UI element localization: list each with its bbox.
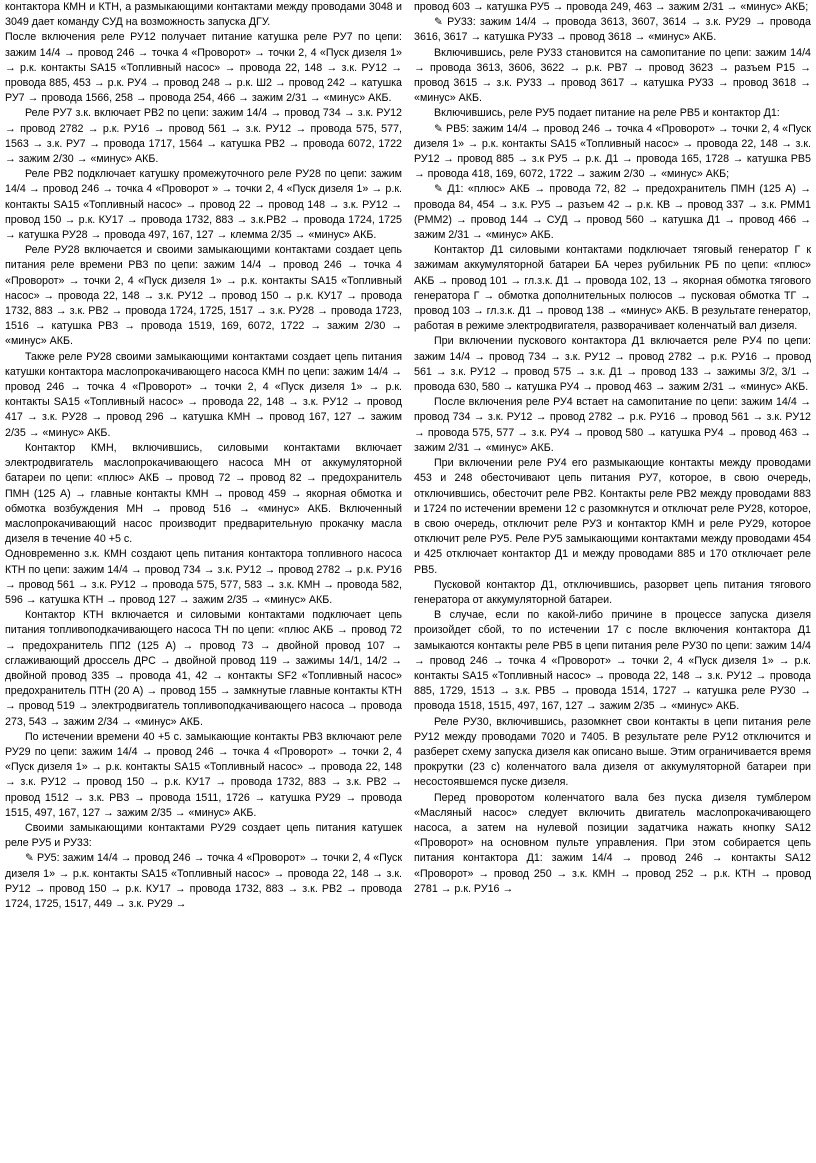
paragraph: Включившись, реле РУ33 становится на самопитание по цепи: зажим 14/4 → провода 3613, 3606, 3622 → р.к. РВ7 → провод 3623 → разъем Р15 → провод 3615 → з.к. РУ33 → провод 3617 → катушка РУ33 → провод 3618 → «минус» АКБ.	[414, 46, 811, 105]
paragraph: ✎ РВ5: зажим 14/4 → провод 246 → точка 4 «Проворот» → точки 2, 4 «Пуск дизеля 1» → р.к. контакты SA15 «Топливный насос» → провода 22, 148 → з.к. РУ12 → провод 885 → з.к РУ5 → р.к. Д1 → провода 165, 1728 → катушка РВ5 → провода 418, 169, 6072, 1722 → зажим 2/30 → «минус» АКБ;	[414, 122, 811, 181]
paragraph: После включения реле РУ12 получает питание катушка реле РУ7 по цепи: зажим 14/4 → провод 246 → точка 4 «Проворот» → точки 2, 4 «Пуск дизеля 1» → р.к. контакты SA15 «Топливный насос» → провода 22, 148 → з.к. РУ12 → провода 885, 453 → р.к. РУ4 → провод 248 → р.к. Ш2 → провод 242 → катушка РУ7 → провода 1566, 258 → провода 254, 466 → зажим 2/31 → «минус» АКБ.	[5, 31, 402, 105]
left-column	[5, 0, 402, 1163]
paragraph: Реле РУ30, включившись, разомкнет свои контакты в цепи питания реле РУ12 между проводами 7020 и 7405. В результате реле РУ12 отключится и разберет схему запуска дизеля как описано выше. Этим ограничивается время прокрутки (23 с) коленчатого вала дизеля от аккумуляторной батареи при несостоявшемся пуске дизеля.	[414, 715, 811, 789]
paragraph: Одновременно з.к. КМН создают цепь питания контактора топливного насоса КТН по цепи: зажим 14/4 → провод 734 → з.к. РУ12 → провод 2782 → р.к. РУ16 → провод 561 → з.к. РУ12 → провода 575, 577, 583 → з.к. КМН → провода 582, 596 → катушка КТН → провод 127 → зажим 2/35 → «минус» АКБ.	[5, 548, 402, 606]
paragraph: После включения реле РУ4 встает на самопитание по цепи: зажим 14/4 → провод 734 → з.к. РУ12 → провод 2782 → р.к. РУ16 → провод 561 → з.к. РУ12 → провода 575, 577 → з.к. РУ4 → провод 580 → катушка РУ4 → провод 463 → зажим 2/31 → «минус» АКБ.	[414, 396, 811, 454]
paragraph: Контактор КТН включается и силовыми контактами подключает цепь питания топливоподкачивающего насоса ТН по цепи: «плюс АКБ → провод 72 → предохранитель ПП2 (125 А) → провод 73 → двойной провод 107 → сглаживающий дроссель ДРС → двойной провод 119 → зажимы 14/1, 14/2 → двойной провод 335 → провода 41, 42 → контакты SF2 «Топливный насос» предохранитель ПТН (20 А) → провод 155 → замкнутые главные контакты КТН → провод 519 → электродвигатель топливоподкачивающего насоса → провода 273, 543 → зажим 2/34 → «минус» АКБ.	[5, 609, 402, 728]
paragraph: ✎ РУ5: зажим 14/4 → провод 246 → точка 4 «Проворот» → точки 2, 4 «Пуск дизеля 1» → р.к. контакты SA15 «Топливный насос» → провода 22, 148 → з.к. РУ12 → провод 150 → р.к. КУ17 → провода 1732, 883 → з.к. РВ2 → провода 1724, 1725, 1517, 449 → з.к. РУ29 →	[5, 852, 402, 910]
paragraph: По истечении времени 40 +5 с. замыкающие контакты РВ3 включают реле РУ29 по цепи: зажим 14/4 → провод 246 → точка 4 «Проворот» → точки 2, 4 «Пуск дизеля 1» → р.к. контакты SA15 «Топливный насос» → провода 22, 148 → з.к. РУ12 → провод 150 → р.к. КУ17 → провода 1732, 883 → з.к. РВ2 → провод 1512 → з.к. РВ3 → провода 1511, 1726 → катушка РУ29 → провода 1515, 497, 167, 127 → зажим 2/35 → «минус» АКБ.	[5, 730, 402, 819]
paragraph: Перед проворотом коленчатого вала без пуска дизеля тумблером «Масляный насос» следует включить двигатель маслопрокачивающего насоса, а затем на нулевой позиции задатчика нажать кнопку SA12 «Проворот» на основном пульте управления. При этом собирается цепь питания контактора Д1: зажим 14/4 → провод 246 → контакты SA12 «Проворот» → провод 250 → з.к. КМН → провод 252 → р.к. КТН → провод 2781 → р.к. РУ16 →	[414, 791, 811, 895]
paragraph: Включившись, реле РУ5 подает питание на реле РВ5 и контактор Д1:	[434, 107, 780, 120]
paragraph: Контактор Д1 силовыми контактами подключает тяговый генератор Г к зажимам аккумуляторной батареи БА через рубильник РБ по цепи: «плюс» АКБ → провод 101 → гл.з.к. Д1 → провода 102, 13 → якорная обмотка тягового генератора Г → обмотка дополнительных полюсов → пусковая обмотка ТГ → провод 103 → гл.з.к. Д1 → провод 138 → «минус» АКБ. В результате генератор, работая в режиме электродвигателя, разворачивает коленчатый вал дизеля.	[414, 244, 811, 333]
paragraph: При включении пускового контактора Д1 включается реле РУ4 по цепи: зажим 14/4 → провод 734 → з.к. РУ12 → провод 2782 → р.к. РУ16 → провод 561 → з.к. РУ12 → провод 575 → з.к. Д1 → провод 133 → зажимы 3/2, 3/1 → провода 630, 580 → катушка РУ4 → провод 463 → зажим 2/31 → «минус» АКБ.	[414, 335, 811, 394]
paragraph: ✎ Д1: «плюс» АКБ → провода 72, 82 → предохранитель ПМН (125 А) → провода 84, 454 → з.к. РУ5 → разъем 42 → р.к. КВ → провод 337 → з.к. РММ1 (РММ2) → провод 144 → СУД → провод 560 → катушка Д1 → провод 466 → зажим 2/31 → «минус» АКБ.	[414, 183, 811, 242]
paragraph: Реле РВ2 подключает катушку промежуточного реле РУ28 по цепи: зажим 14/4 → провод 246 → точка 4 «Проворот » → точки 2, 4 «Пуск дизеля 1» → р.к. контакты SA15 «Топливный насос» → провод 22 → провод 148 → з.к. РУ12 → провод 150 → р.к. КУ17 → провода 1732, 883 → з.к.РВ2 → провода 1724, 1725 → катушка РУ28 → провода 497, 167, 127 → клемма 2/35 → «минус» АКБ.	[5, 168, 402, 242]
paragraph: В случае, если по какой-либо причине в процессе запуска дизеля произойдет сбой, то по истечении 17 с после включения контактора Д1 замыкаются контакты реле РВ5 в цепи питания реле РУ30 по цепи: зажим 14/4 → провод 246 → точка 4 «Проворот» → точки 2, 4 «Пуск дизеля 1» → р.к. контакты SA15 «Топливный насос» → провода 22, 148 → з.к. РУ12 → провода 885, 1729, 1513 → з.к. РВ5 → провода 1514, 1727 → катушка реле РУ30 → провода 1518, 1515, 497, 167, 127 → зажим 2/35 → «минус» АКБ.	[414, 609, 811, 713]
paragraph: ✎ РУ33: зажим 14/4 → провода 3613, 3607, 3614 → з.к. РУ29 → провода 3616, 3617 → катушка РУ33 → провод 3618 → «минус» АКБ.	[414, 16, 811, 44]
paragraph: Пусковой контактор Д1, отключившись, разорвет цепь питания тягового генератора от аккумуляторной батареи.	[414, 578, 811, 606]
paragraph: Контактор КМН, включившись, силовыми контактами включает электродвигатель маслопрокачивающего насоса МН от аккумуляторной батареи по цепи: «плюс» АКБ → провод 72 → провод 82 → предохранитель ПМН (125 А) → главные контакты КМН → провод 459 → якорная обмотка и обмотка возбуждения МН → провод 516 → «минус» АКБ. Включенный маслопрокачивающий насос производит предварительную прокачку масла дизеля в течение 40 +5 с.	[5, 441, 402, 546]
paragraph: Своими замыкающими контактами РУ29 создает цепь питания катушек реле РУ5 и РУ33:	[5, 821, 402, 850]
paragraph: провод 603 → катушка РУ5 → провода 249, 463 → зажим 2/31 → «минус» АКБ;	[414, 1, 809, 13]
right-column	[414, 0, 811, 1163]
paragraph: При включении реле РУ4 его размыкающие контакты между проводами 453 и 248 обесточивают цепь питания РУ7, которое, в свою очередь, отключившись, обесточит реле РВ2. Контакты реле РВ2 между проводами 883 и 1724 по истечении времени 12 с разомкнутся и отключат реле РУ28, которое, в свою очередь, отключит реле РУ3 и контактор КМН и реле РУ29, которое отключит реле РУ5. Реле РУ5 замыкающими контактами между проводами 454 и 425 отключает контактор Д1 и между проводами 885 и 170 отключает реле РВ5.	[414, 457, 811, 576]
paragraph: Реле РУ7 з.к. включает РВ2 по цепи: зажим 14/4 → провод 734 → з.к. РУ12 → провод 2782 → р.к. РУ16 → провод 561 → з.к. РУ12 → провода 575, 577, 1563 → з.к. РУ7 → провода 1717, 1564 → катушка РВ2 → провода 6072, 1722 → зажим 2/30 → «минус» АКБ.	[5, 107, 402, 166]
paragraph: Также реле РУ28 своими замыкающими контактами создает цепь питания катушки контактора маслопрокачивающего насоса КМН по цепи: зажим 14/4 → провод 246 → точка 4 «Проворот» → точки 2, 4 «Пуск дизеля 1» → р.к. контакты SA15 «Топливный насос» → провода 22, 148 → з.к. РУ12 → провод 417 → з.к. РУ28 → провод 296 → катушка КМН → провод 167, 127 → зажим 2/35 → «минус» АКБ.	[5, 350, 402, 439]
paragraph: контактора КМН и КТН, а размыкающими контактами между проводами 3048 и 3049 дает команду СУД на возможность запуска ДГУ.	[5, 1, 402, 29]
paragraph: Реле РУ28 включается и своими замыкающими контактами создает цепь питания реле времени РВ3 по цепи: зажим 14/4 → провод 246 → точка 4 «Проворот» → точки 2, 4 «Пуск дизеля 1» → р.к. контакты SA15 «Топливный насос» → провода 22, 148 → з.к. РУ12 → провод 150 → р.к. КУ17 → провода 1732, 883 → з.к. РВ2 → провода 1724, 1725, 1517 → з.к. РУ28 → провода 1723, 1516 → катушка РВ3 → провода 1519, 169, 6072, 1722 → зажим 2/30 → «минус» АКБ.	[5, 244, 402, 348]
